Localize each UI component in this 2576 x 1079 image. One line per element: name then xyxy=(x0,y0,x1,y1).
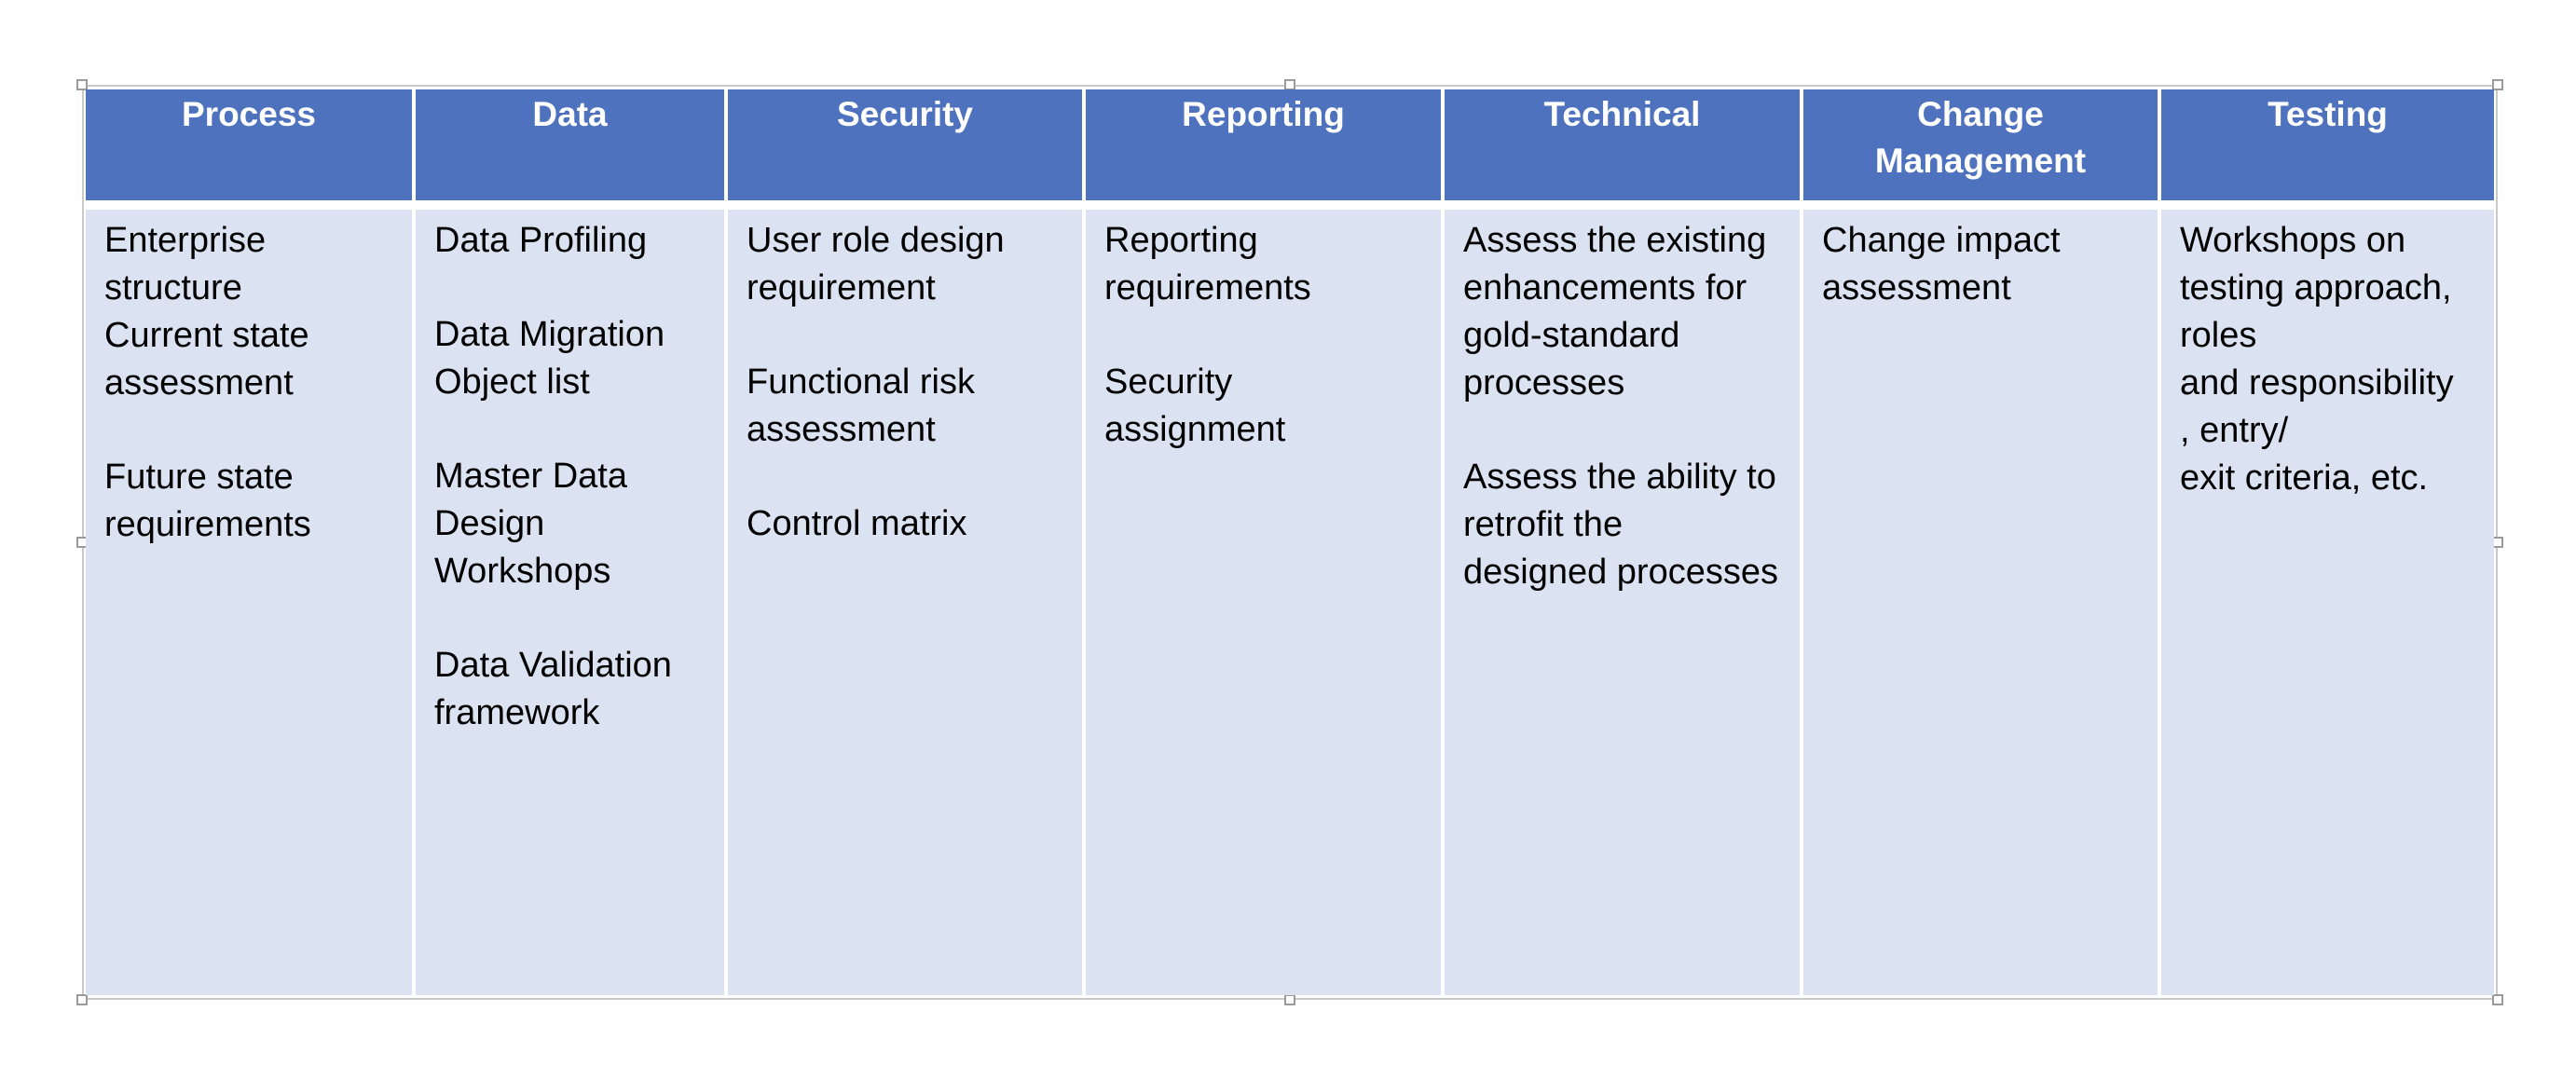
resize-handle-bottom-right[interactable] xyxy=(2492,994,2503,1005)
cell-text-line: and responsibility xyxy=(2180,363,2454,403)
cell-technical[interactable] xyxy=(1443,205,1802,995)
cell-text-line: assessment xyxy=(104,363,294,403)
cell-text-line: Control matrix xyxy=(747,504,967,543)
cell-text-line: Data Profiling xyxy=(434,221,648,260)
cell-paragraph xyxy=(1463,217,1785,407)
cell-paragraph xyxy=(1463,454,1785,596)
cell-text-line: Assess the ability to xyxy=(1463,458,1776,497)
cell-text-line: Reporting xyxy=(1104,221,1258,260)
cell-paragraph xyxy=(747,500,1067,548)
cell-text-line: designed processes xyxy=(1463,553,1778,592)
cell-paragraph xyxy=(2180,217,2479,502)
cell-testing[interactable] xyxy=(2159,205,2494,995)
cell-text-line: Enterprise xyxy=(104,221,267,260)
cell-security[interactable] xyxy=(726,205,1084,995)
cell-text-line: , entry/ xyxy=(2180,411,2289,450)
header-reporting[interactable]: Reporting xyxy=(1084,89,1443,205)
header-row xyxy=(86,89,2494,205)
cell-paragraph xyxy=(747,359,1067,454)
cell-data[interactable] xyxy=(414,205,726,995)
cell-paragraph xyxy=(104,454,397,549)
cell-text-line: Security xyxy=(1104,362,1233,402)
cell-text-line: assessment xyxy=(747,410,936,449)
cell-paragraph xyxy=(1822,217,2143,312)
cell-text-line: Current state xyxy=(104,316,309,355)
cell-text-line: structure xyxy=(104,268,242,307)
cell-paragraph xyxy=(1104,359,1426,454)
header-technical[interactable]: Technical xyxy=(1443,89,1802,205)
workstream-table[interactable] xyxy=(86,89,2494,995)
cell-text-line: framework xyxy=(434,693,600,732)
header-change-management[interactable]: Change Management xyxy=(1802,89,2159,205)
cell-text-line: gold-standard xyxy=(1463,316,1680,355)
cell-text-line: User role design xyxy=(747,221,1005,260)
cell-text-line: requirements xyxy=(1104,268,1311,307)
cell-text-line: requirements xyxy=(104,505,311,544)
cell-change-management[interactable] xyxy=(1802,205,2159,995)
cell-text-line: Object list xyxy=(434,362,590,402)
cell-text-line: enhancements for xyxy=(1463,268,1747,307)
cell-process[interactable] xyxy=(86,205,414,995)
header-data[interactable]: Data xyxy=(414,89,726,205)
resize-handle-bottom-left[interactable] xyxy=(76,994,88,1005)
cell-reporting[interactable] xyxy=(1084,205,1443,995)
cell-text-line: Workshops on xyxy=(2180,221,2406,260)
cell-text-line: retrofit the xyxy=(1463,505,1624,544)
cell-text-line: Workshops xyxy=(434,552,611,591)
cell-text-line: Assess the existing xyxy=(1463,221,1767,260)
cell-text-line: roles xyxy=(2180,316,2257,355)
cell-text-line: Data Migration xyxy=(434,315,665,354)
cell-text-line: Change impact xyxy=(1822,221,2061,260)
cell-paragraph xyxy=(434,311,709,406)
cell-text-line: assessment xyxy=(1822,268,2011,307)
cell-text-line: Master Data xyxy=(434,457,627,496)
cell-text-line: requirement xyxy=(747,268,936,307)
cell-text-line: Design xyxy=(434,504,545,543)
cell-paragraph xyxy=(434,453,709,595)
cell-text-line: testing approach, xyxy=(2180,268,2452,307)
table-grid xyxy=(86,89,2494,995)
header-security[interactable]: Security xyxy=(726,89,1084,205)
table-row xyxy=(86,205,2494,995)
cell-text-line: exit criteria, etc. xyxy=(2180,458,2429,498)
header-process[interactable]: Process xyxy=(86,89,414,205)
cell-paragraph xyxy=(1104,217,1426,312)
cell-paragraph xyxy=(434,642,709,737)
cell-paragraph xyxy=(104,217,397,407)
cell-text-line: processes xyxy=(1463,363,1625,403)
header-testing[interactable]: Testing xyxy=(2159,89,2494,205)
resize-handle-bottom-center[interactable] xyxy=(1284,994,1295,1005)
cell-paragraph xyxy=(434,217,709,265)
cell-text-line: Functional risk xyxy=(747,362,975,402)
cell-paragraph xyxy=(747,217,1067,312)
cell-text-line: Future state xyxy=(104,458,294,497)
cell-text-line: Data Validation xyxy=(434,646,672,685)
cell-text-line: assignment xyxy=(1104,410,1286,449)
